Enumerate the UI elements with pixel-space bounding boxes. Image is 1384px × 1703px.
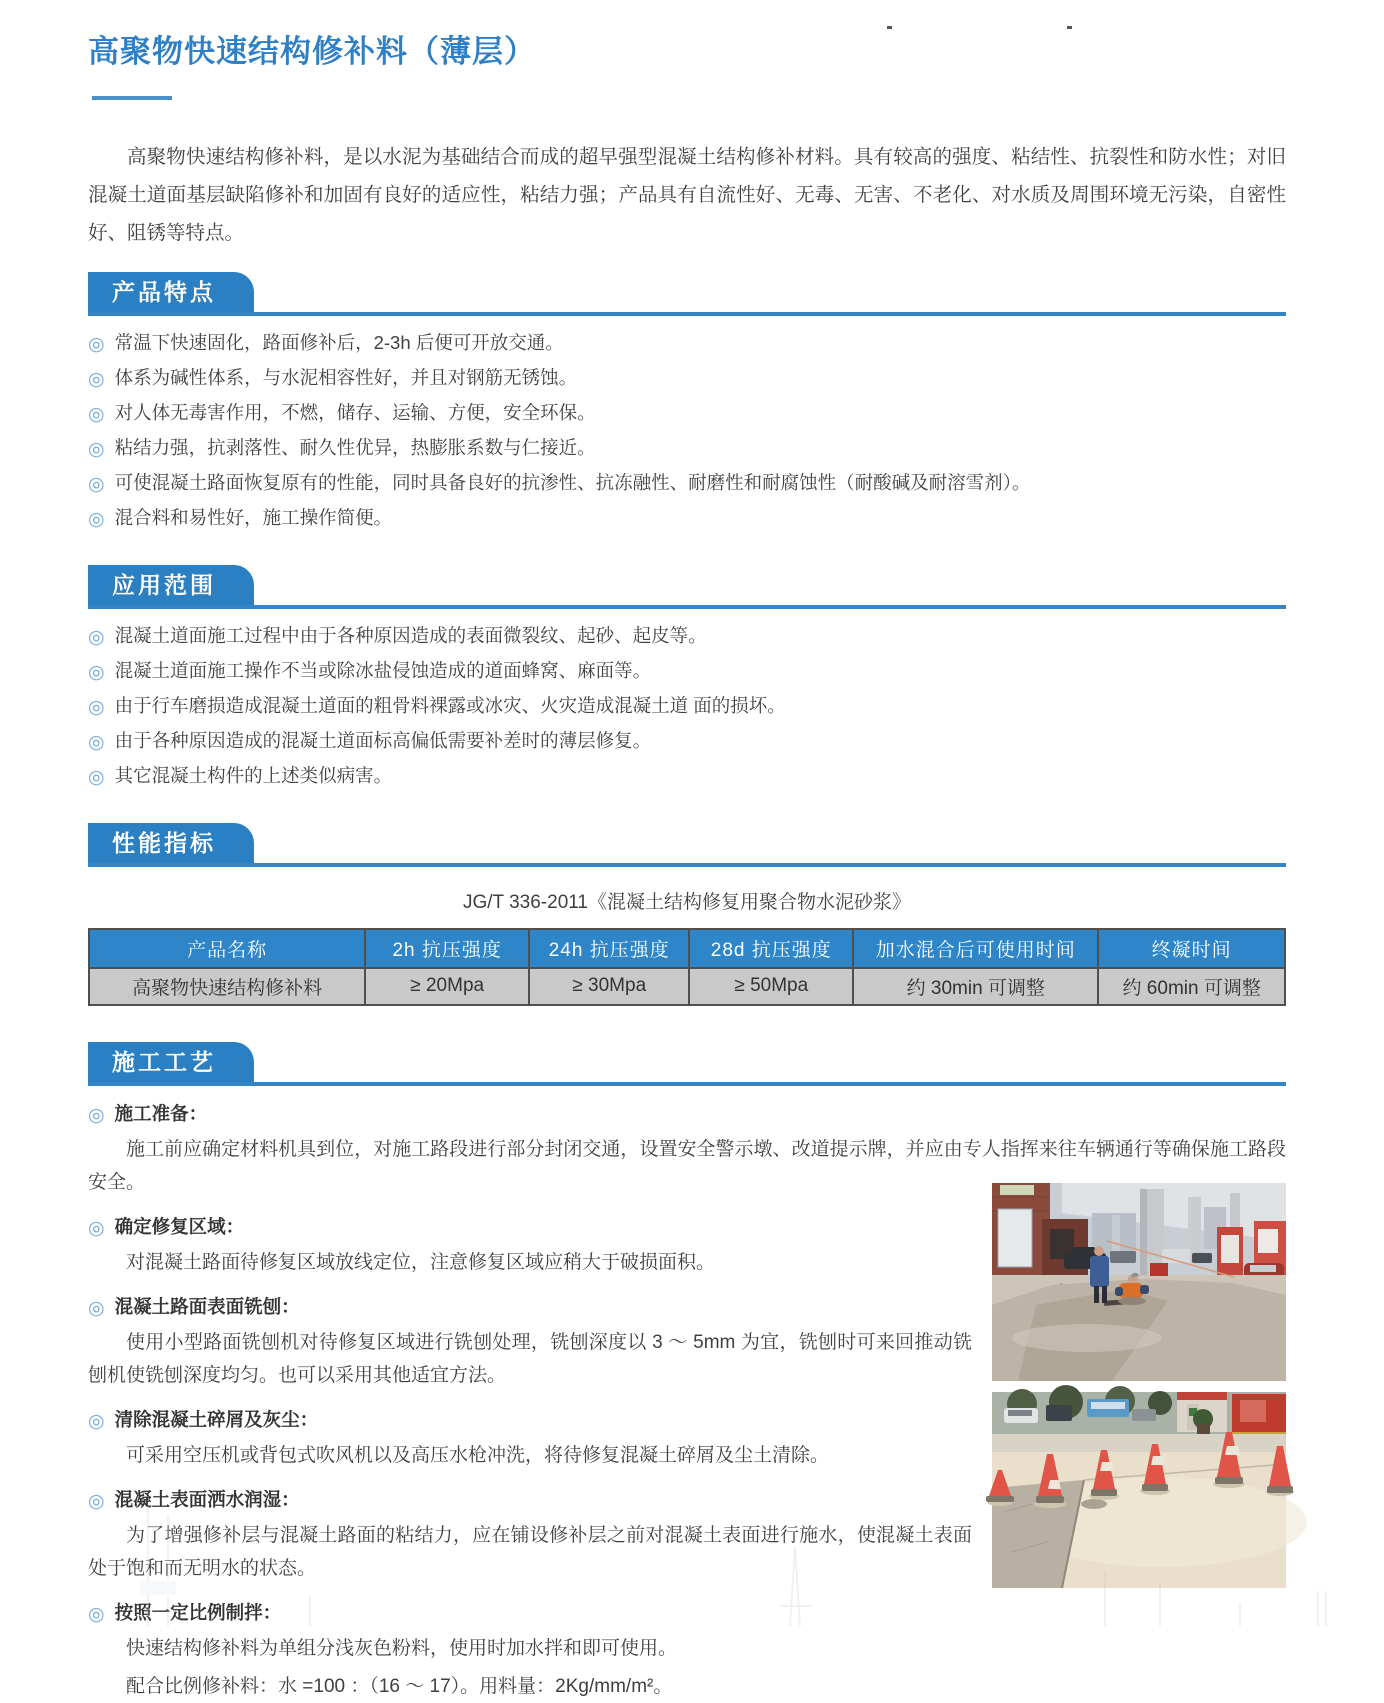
step-label-text: 混凝土表面洒水润湿：: [114, 1488, 300, 1510]
list-item: [88, 695, 1286, 719]
item-text: 可使混凝土路面恢复原有的性能，同时具备良好的抗渗性、抗冻融性、耐磨性和耐腐蚀性（耐酸碱及耐溶雪剂）。: [114, 471, 1031, 493]
bullet-ring-icon: ◎: [88, 473, 105, 495]
section-performance-header: [88, 823, 1286, 867]
title-underline: [92, 96, 172, 100]
process-step-label: [88, 1601, 972, 1627]
process-step-body: 快速结构修补料为单组分浅灰色粉料，使用时加水拌和即可使用。: [126, 1637, 678, 1659]
item-text: 由于行车磨损造成混凝土道面的粗骨料裸露或冰灾、火灾造成混凝土道 面的损坏。: [114, 694, 786, 716]
table-header-cell: 产品名称: [89, 929, 365, 968]
intro-paragraph: 高聚物快速结构修补料，是以水泥为基础结合而成的超早强型混凝土结构修补材料。具有较高的强度、粘结性、抗裂性和防水性；对旧混凝土道面基层缺陷修补和加固有良好的适应性，粘结力强；产品具有自流性好、无毒、无害、不老化、对水质及周围环境无污染，自密性好、阻锈等特点。: [88, 146, 1286, 244]
page-title: 高聚物快速结构修补料（薄层）: [88, 34, 536, 69]
table-data-cell: 高聚物快速结构修补料: [89, 968, 365, 1005]
bullet-ring-icon: ◎: [88, 508, 105, 530]
list-item: [88, 367, 1286, 391]
process-step-label: [88, 1488, 972, 1514]
list-item: [88, 332, 1286, 356]
application-list: [88, 625, 1286, 789]
section-features-header: [88, 272, 1286, 316]
bullet-ring-icon: ◎: [88, 333, 105, 355]
process-step-body: 配合比例修补料：水 =100 ：（16 ～ 17）。用料量：2Kg/mm/m²。: [126, 1675, 673, 1697]
process-photo-column: [992, 1183, 1286, 1588]
list-item: [88, 472, 1286, 496]
bullet-ring-icon: ◎: [88, 368, 105, 390]
item-text: 粘结力强，抗剥落性、耐久性优异，热膨胀系数与仁接近。: [114, 436, 596, 458]
table-header-cell: 终凝时间: [1098, 929, 1285, 968]
process-step-body: 对混凝土路面待修复区域放线定位，注意修复区域应稍大于破损面积。: [126, 1251, 716, 1273]
item-text: 混凝土道面施工过程中由于各种原因造成的表面微裂纹、起砂、起皮等。: [114, 624, 707, 646]
table-data-cell: ≥ 30Mpa: [529, 968, 689, 1005]
item-text: 由于各种原因造成的混凝土道面标高偏低需要补差时的薄层修复。: [114, 729, 652, 751]
section-tab: 产品特点: [88, 272, 254, 312]
list-item: [88, 507, 1286, 531]
section-process-header: [88, 1042, 1286, 1086]
bullet-ring-icon: ◎: [88, 1104, 105, 1126]
photo-cones-barrier: [992, 1392, 1286, 1588]
process-step-body: 施工前应确定材料机具到位，对施工路段进行部分封闭交通，设置安全警示墩、改道提示牌，并应由专人指挥来往车辆通行等确保施工路段安全。: [88, 1138, 1286, 1193]
bullet-ring-icon: ◎: [88, 438, 105, 460]
item-text: 对人体无毒害作用，不燃，储存、运输、方便，安全环保。: [114, 401, 596, 423]
bullet-ring-icon: ◎: [88, 626, 105, 648]
section-tab: 应用范围: [88, 565, 254, 605]
step-label-text: 清除混凝土碎屑及灰尘：: [114, 1408, 319, 1430]
step-label-text: 按照一定比例制拌：: [114, 1601, 282, 1623]
table-header-cell: 28d 抗压强度: [689, 929, 853, 968]
item-text: 混合料和易性好，施工操作简便。: [114, 506, 393, 528]
table-header-row: [89, 929, 1285, 968]
bullet-ring-icon: ◎: [88, 731, 105, 753]
table-data-cell: 约 60min 可调整: [1098, 968, 1285, 1005]
table-row: [89, 968, 1285, 1005]
bullet-ring-icon: ◎: [88, 1603, 105, 1625]
performance-table: [88, 928, 1286, 1006]
item-text: 其它混凝土构件的上述类似病害。: [114, 764, 393, 786]
performance-standard-caption: JG/T 336-2011《混凝土结构修复用聚合物水泥砂浆》: [463, 891, 911, 913]
section-tab: 施工工艺: [88, 1042, 254, 1082]
bullet-ring-icon: ◎: [88, 696, 105, 718]
bullet-ring-icon: ◎: [88, 1410, 105, 1432]
item-text: 混凝土道面施工操作不当或除冰盐侵蚀造成的道面蜂窝、麻面等。: [114, 659, 652, 681]
list-item: [88, 660, 1286, 684]
process-step-label: [88, 1102, 1286, 1128]
bullet-ring-icon: ◎: [88, 766, 105, 788]
process-step-label: [88, 1295, 972, 1321]
process-step-label: [88, 1408, 972, 1434]
table-header-cell: 2h 抗压强度: [365, 929, 529, 968]
table-header-cell: 24h 抗压强度: [529, 929, 689, 968]
item-text: 常温下快速固化，路面修补后，2-3h 后便可开放交通。: [114, 331, 564, 353]
process-step-label: [88, 1215, 972, 1241]
list-item: [88, 765, 1286, 789]
process-step-body: 可采用空压机或背包式吹风机以及高压水枪冲洗，将待修复混凝土碎屑及尘土清除。: [126, 1444, 830, 1466]
document-page: [0, 26, 1384, 1697]
feature-list: [88, 332, 1286, 531]
process-step-body: 为了增强修补层与混凝土路面的粘结力，应在铺设修补层之前对混凝土表面进行施水，使混凝土表面处于饱和而无明水的状态。: [88, 1524, 972, 1579]
step-label-text: 施工准备：: [114, 1102, 208, 1124]
table-data-cell: ≥ 50Mpa: [689, 968, 853, 1005]
bullet-ring-icon: ◎: [88, 1297, 105, 1319]
bullet-ring-icon: ◎: [88, 1490, 105, 1512]
list-item: [88, 402, 1286, 426]
process-text-column: [88, 1199, 972, 1703]
bullet-ring-icon: ◎: [88, 1217, 105, 1239]
section-applications-header: [88, 565, 1286, 609]
process-columns: [88, 1199, 1286, 1703]
step-label-text: 混凝土路面表面铣刨：: [114, 1295, 300, 1317]
list-item: [88, 730, 1286, 754]
section-tab: 性能指标: [88, 823, 254, 863]
process-step-body: 使用小型路面铣刨机对待修复区域进行铣刨处理，铣刨深度以 3 ～ 5mm 为宜，铣刨时可来回推动铣刨机使铣刨深度均匀。也可以采用其他适宜方法。: [88, 1331, 972, 1386]
table-data-cell: ≥ 20Mpa: [365, 968, 529, 1005]
step-label-text: 确定修复区域：: [114, 1215, 245, 1237]
list-item: [88, 625, 1286, 649]
table-data-cell: 约 30min 可调整: [853, 968, 1098, 1005]
table-header-cell: 加水混合后可使用时间: [853, 929, 1098, 968]
photo-repair-work: [992, 1183, 1286, 1381]
item-text: 体系为碱性体系，与水泥相容性好，并且对钢筋无锈蚀。: [114, 366, 578, 388]
bullet-ring-icon: ◎: [88, 661, 105, 683]
list-item: [88, 437, 1286, 461]
bullet-ring-icon: ◎: [88, 403, 105, 425]
